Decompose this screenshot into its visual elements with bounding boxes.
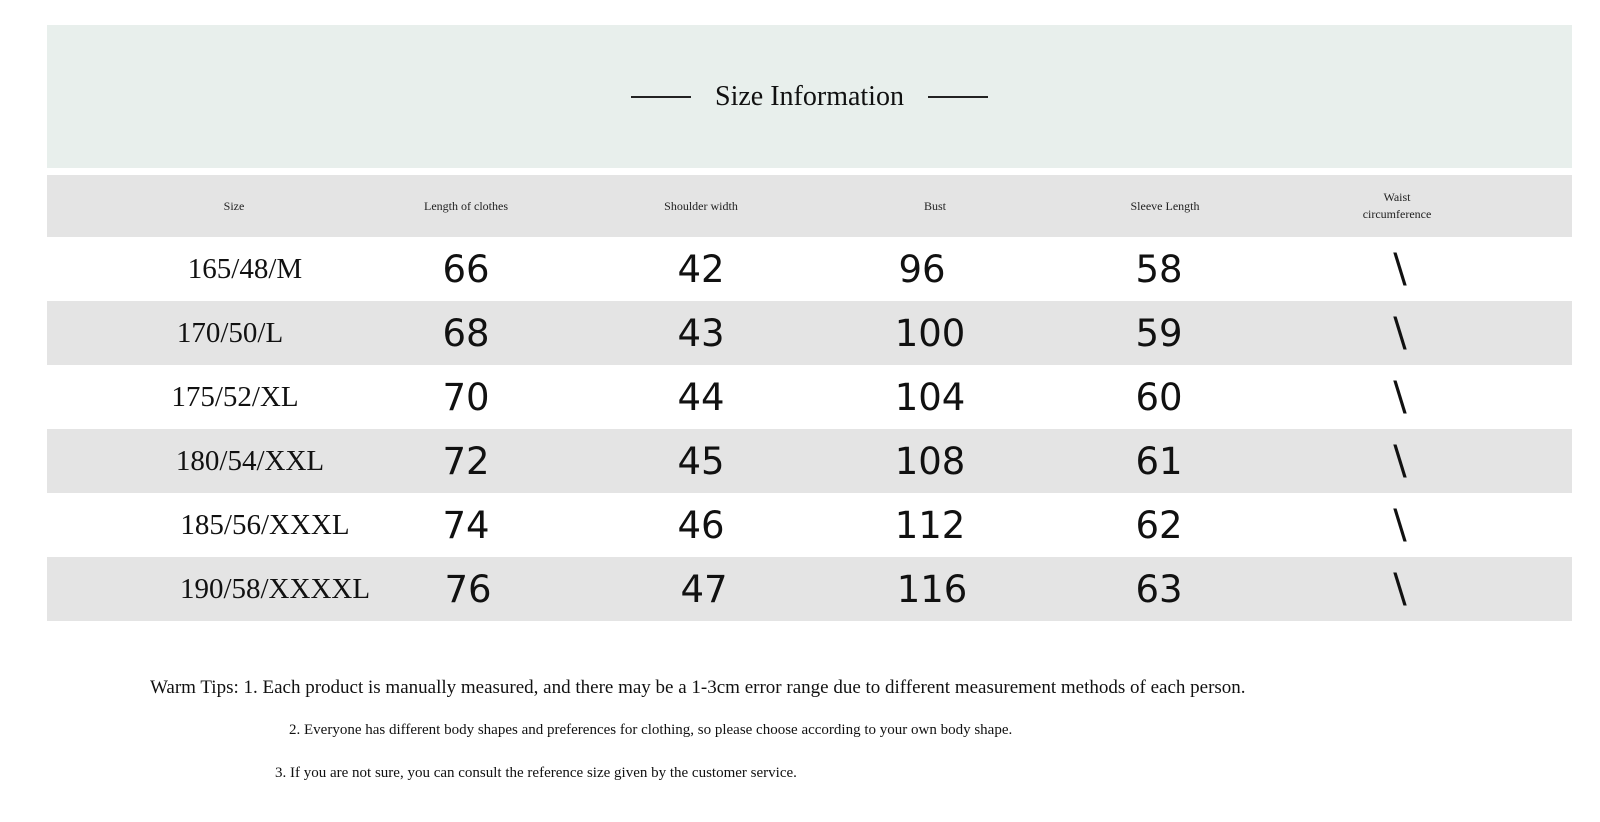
cell-length: 66 bbox=[442, 247, 490, 291]
table-row bbox=[47, 493, 1572, 557]
cell-sleeve: 59 bbox=[1135, 311, 1183, 355]
title-right-rule bbox=[928, 96, 988, 98]
tip-3: 3. If you are not sure, you can consult the reference size given by the customer service. bbox=[275, 765, 797, 781]
cell-waist: \ bbox=[1393, 502, 1407, 548]
cell-length: 70 bbox=[442, 375, 490, 419]
cell-shoulder: 44 bbox=[677, 375, 725, 419]
cell-sleeve: 62 bbox=[1135, 503, 1183, 547]
cell-waist: \ bbox=[1393, 310, 1407, 356]
cell-length: 74 bbox=[442, 503, 490, 547]
table-header-row bbox=[47, 175, 1572, 237]
cell-sleeve: 58 bbox=[1135, 247, 1183, 291]
table-row bbox=[47, 557, 1572, 621]
cell-size: 175/52/XL bbox=[171, 380, 299, 413]
cell-shoulder: 43 bbox=[677, 311, 725, 355]
cell-waist: \ bbox=[1393, 438, 1407, 484]
tip-2: 2. Everyone has different body shapes and preferences for clothing, so please choose according to your own body shape. bbox=[289, 722, 1013, 738]
cell-shoulder: 45 bbox=[677, 439, 725, 483]
title-band bbox=[47, 25, 1572, 168]
size-table bbox=[47, 175, 1572, 621]
cell-size: 165/48/M bbox=[187, 252, 303, 285]
cell-length: 76 bbox=[444, 567, 492, 611]
cell-sleeve: 63 bbox=[1135, 567, 1183, 611]
table-row bbox=[47, 237, 1572, 301]
cell-bust: 104 bbox=[894, 375, 966, 419]
table-row bbox=[47, 301, 1572, 365]
header-waist bbox=[1363, 175, 1432, 237]
cell-length: 68 bbox=[442, 311, 490, 355]
cell-shoulder: 46 bbox=[677, 503, 725, 547]
page-title: Size Information bbox=[715, 80, 904, 112]
header-size: Size bbox=[223, 198, 245, 213]
cell-length: 72 bbox=[442, 439, 490, 483]
cell-size: 170/50/L bbox=[176, 316, 284, 349]
title-left-rule bbox=[631, 96, 691, 98]
cell-waist: \ bbox=[1393, 246, 1407, 292]
header-bust: Bust bbox=[923, 198, 947, 213]
cell-sleeve: 60 bbox=[1135, 375, 1183, 419]
cell-bust: 96 bbox=[898, 247, 946, 291]
header-sleeve: Sleeve Length bbox=[1130, 198, 1200, 213]
cell-shoulder: 42 bbox=[677, 247, 725, 291]
header-waist-line1: Waist bbox=[1383, 190, 1411, 204]
cell-size: 185/56/XXXL bbox=[180, 508, 350, 541]
cell-sleeve: 61 bbox=[1135, 439, 1183, 483]
cell-bust: 116 bbox=[896, 567, 968, 611]
tip-1: Warm Tips: 1. Each product is manually measured, and there may be a 1-3cm error range due to different measurement methods of each person. bbox=[150, 677, 1246, 698]
cell-waist: \ bbox=[1393, 374, 1407, 420]
cell-bust: 108 bbox=[894, 439, 966, 483]
header-length: Length of clothes bbox=[424, 198, 508, 213]
header-waist-line2: circumference bbox=[1362, 207, 1432, 221]
cell-waist: \ bbox=[1393, 566, 1407, 612]
cell-size: 190/58/XXXXL bbox=[179, 572, 371, 605]
cell-shoulder: 47 bbox=[680, 567, 728, 611]
title-wrap bbox=[47, 25, 1572, 168]
table-row bbox=[47, 365, 1572, 429]
cell-bust: 100 bbox=[894, 311, 966, 355]
header-shoulder: Shoulder width bbox=[664, 198, 738, 213]
table-row bbox=[47, 429, 1572, 493]
cell-size: 180/54/XXL bbox=[175, 444, 325, 477]
cell-bust: 112 bbox=[894, 503, 966, 547]
